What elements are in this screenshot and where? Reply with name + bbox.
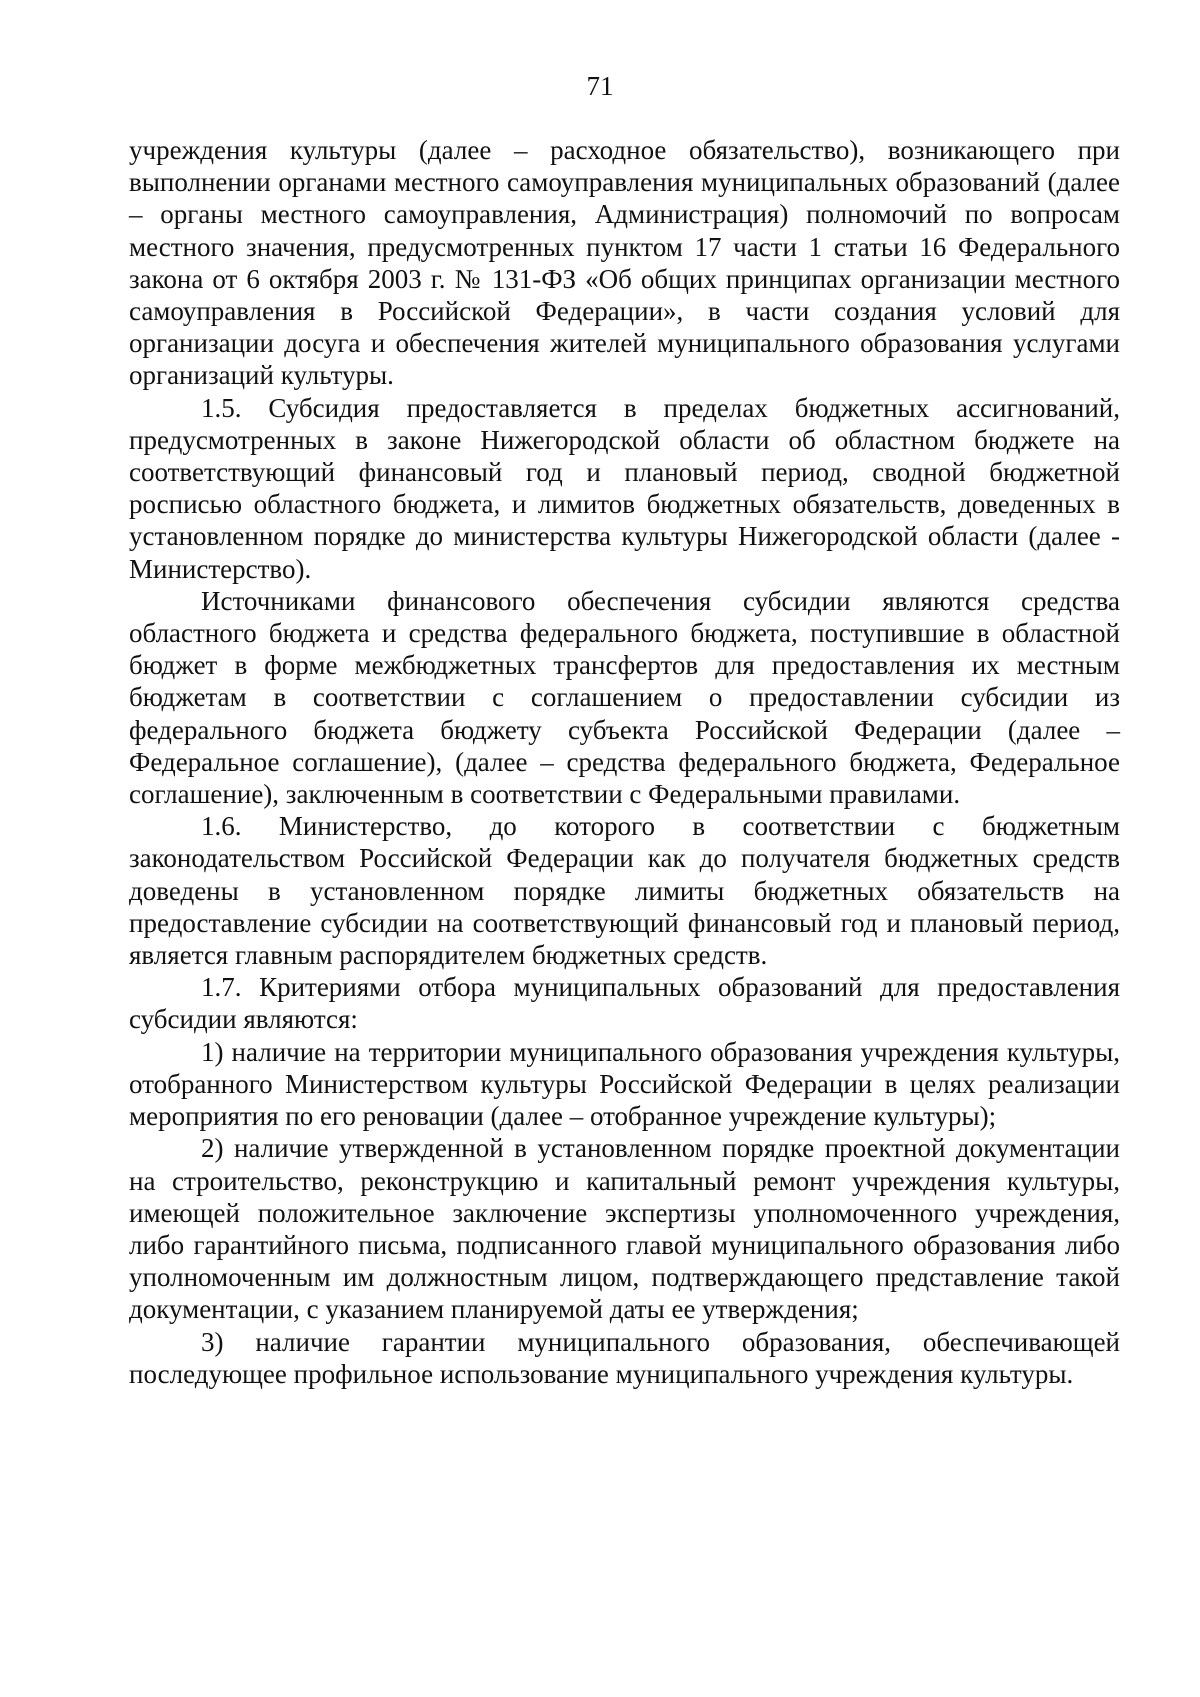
criterion-1: 1) наличие на территории муниципального образования учреждения культуры, отобранного Министерством культуры Российской Федерации в целях реализации мероприятия по его реновации (далее – отобранное учреждение культуры); [129, 1036, 1120, 1132]
document-body [129, 134, 1120, 1390]
paragraph-1-6: 1.6. Министерство, до которого в соответствии с бюджетным законодательством Российской Федерации как до получателя бюджетных средств доведены в установленном порядке лимиты бюджетных обязательств на предоставление субсидии на соответствующий финансовый год и плановый период, является главным распорядителем бюджетных средств. [129, 811, 1120, 971]
page-number: 71 [586, 71, 614, 101]
paragraph-1-5: 1.5. Субсидия предоставляется в пределах бюджетных ассигнований, предусмотренных в законе Нижегородской области об областном бюджете на соответствующий финансовый год и плановый период, сводной бюджетной росписью областного бюджета, и лимитов бюджетных обязательств, доведенных в установленном порядке до министерства культуры Нижегородской области (далее - Министерство). [129, 392, 1120, 584]
paragraph-continuation: учреждения культуры (далее – расходное обязательство), возникающего при выполнении органами местного самоуправления муниципальных образований (далее – органы местного самоуправления, Администрация) полномочий по вопросам местного значения, предусмотренных пунктом 17 части 1 статьи 16 Федерального закона от 6 октября 2003 г. № 131-ФЗ «Об общих принципах организации местного самоуправления в Российской Федерации», в части создания условий для организации досуга и обеспечения жителей муниципального образования услугами организаций культуры. [129, 135, 1120, 391]
paragraph-funding-sources: Источниками финансового обеспечения субсидии являются средства областного бюджета и средства федерального бюджета, поступившие в областной бюджет в форме межбюджетных трансфертов для предоставления их местным бюджетам в соответствии с соглашением о предоставлении субсидии из федерального бюджета бюджету субъекта Российской Федерации (далее – Федеральное соглашение), (далее – средства федерального бюджета, Федеральное соглашение), заключенным в соответствии с Федеральными правилами. [129, 585, 1120, 810]
criterion-3: 3) наличие гарантии муниципального образования, обеспечивающей последующее профильное использование муниципального учреждения культуры. [129, 1326, 1120, 1389]
criterion-2: 2) наличие утвержденной в установленном порядке проектной документации на строительство, реконструкцию и капитальный ремонт учреждения культуры, имеющей положительное заключение экспертизы уполномоченного учреждения, либо гарантийного письма, подписанного главой муниципального образования либо уполномоченным им должностным лицом, подтверждающего представление такой документации, с указанием планируемой даты ее утверждения; [129, 1133, 1120, 1325]
paragraph-1-7: 1.7. Критериями отбора муниципальных образований для предоставления субсидии являются: [129, 972, 1120, 1035]
